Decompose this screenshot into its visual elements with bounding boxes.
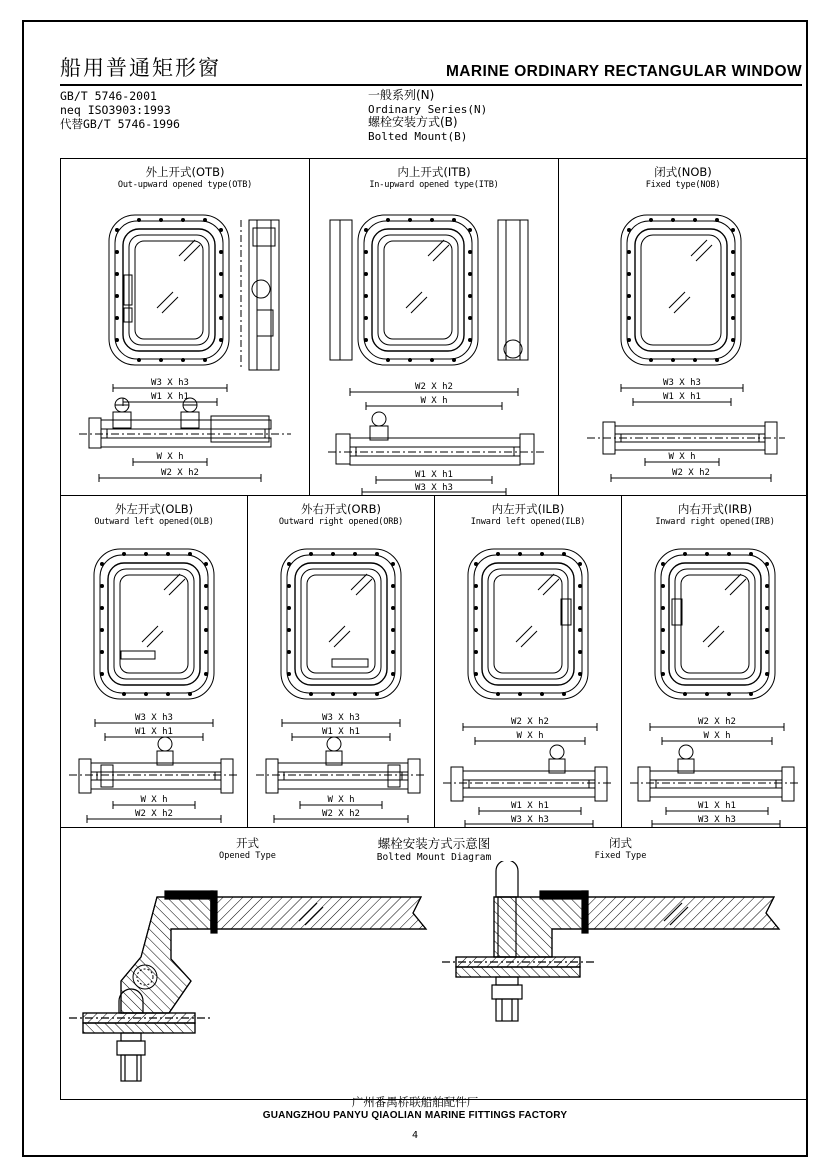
figure-cell-olb [61,496,248,827]
figure-cell-itb [310,159,559,495]
caption-en: Outward left opened(OLB) [94,517,214,527]
dim-label: W X h [156,452,184,462]
irb-cross-section [630,745,800,801]
caption-cn: 外上开式(OTB) [145,165,225,179]
dim-label: W3 X h3 [135,713,173,723]
caption-cn: 内上开式(ITB) [397,165,471,179]
figure-row-2 [61,496,807,828]
otb-cross-section [79,398,291,448]
dim-label: W1 X h1 [663,392,701,402]
irb-svg [622,527,808,827]
dim-label: W3 X h3 [511,815,549,825]
caption-cn: 闭式(NOB) [654,165,712,179]
standard-line-3: 代替GB/T 5746-1996 [60,117,180,131]
nob-cross-section [587,422,785,454]
orb-dimension-labels [322,713,360,819]
dim-label: W X h [516,731,544,741]
dim-label: W X h [140,795,168,805]
orb-cross-section [256,737,426,793]
caption-en: Inward left opened(ILB) [470,517,586,527]
otb-svg [61,190,309,495]
figure-caption-otb [61,159,309,190]
factory-name-en: GUANGZHOU PANYU QIAOLIAN MARINE FITTINGS FACTORY [262,1110,568,1121]
opened-type-cn: 开式 [236,836,259,850]
dim-label: W2 X h2 [511,717,549,727]
figure-cell-otb [61,159,310,495]
figure-cell-nob [559,159,807,495]
dim-label: W1 X h1 [698,801,736,811]
mount-label-cn: 螺栓安装方式(B) [368,115,458,129]
olb-svg [61,527,247,827]
dim-label: W2 X h2 [322,809,360,819]
figure-cell-ilb [435,496,622,827]
page-title-en: MARINE ORDINARY RECTANGULAR WINDOW [445,63,802,80]
bolted-mount-title-en: Bolted Mount Diagram [376,852,492,863]
figure-row-1 [61,159,807,496]
dim-label: W1 X h1 [322,727,360,737]
dim-label: W X h [327,795,355,805]
nob-svg [559,190,807,495]
bolted-mount-row [61,835,807,1099]
figure-drawing-itb [310,190,558,495]
dim-label: W1 X h1 [511,801,549,811]
header-sub-row [60,89,802,143]
caption-en: Outward right opened(ORB) [278,517,404,527]
caption-cn: 外右开式(ORB) [301,502,381,516]
dim-label: W1 X h1 [151,392,189,402]
fixed-type-en: Fixed Type [594,851,647,861]
olb-dimension-labels [135,713,173,819]
header-title-row [60,52,802,86]
ilb-svg [435,527,621,827]
opened-type-caption [61,835,434,861]
itb-svg [310,190,558,495]
dim-label: W2 X h2 [415,382,453,392]
dim-label: W2 X h2 [698,717,736,727]
fixed-type-caption [434,835,807,861]
dim-label: W X h [668,452,696,462]
dim-label: W X h [420,396,448,406]
caption-cn: 内右开式(IRB) [677,502,753,516]
figure-grid [60,158,808,1100]
standard-block [60,89,350,143]
orb-svg [248,527,434,827]
olb-cross-section [69,737,239,793]
page-footer [32,1094,798,1121]
series-label-cn: 一般系列(N) [368,88,435,102]
opened-type-svg [61,861,434,1099]
figure-drawing-irb [622,527,808,827]
fixed-type-svg [434,861,807,1099]
figure-drawing-ilb [435,527,621,827]
dim-label: W3 X h3 [415,483,453,493]
caption-en: Out-upward opened type(OTB) [117,180,253,190]
fixed-type-cn: 闭式 [609,836,632,850]
dim-label: W2 X h2 [161,468,199,478]
figure-cell-irb [622,496,808,827]
bolted-mount-title-cn: 螺栓安装方式示意图 [377,836,491,851]
figure-drawing-nob [559,190,807,495]
dim-label: W3 X h3 [151,378,189,388]
otb-side-section [241,220,279,370]
page-number: 4 [411,1130,419,1141]
bolted-mount-fixed [434,835,807,1099]
opened-type-en: Opened Type [219,851,276,861]
page-title-cn: 船用普通矩形窗 [60,56,221,80]
ilb-cross-section [443,745,613,801]
dim-label: W3 X h3 [663,378,701,388]
itb-cross-section [328,412,544,465]
figure-drawing-olb [61,527,247,827]
nob-dimension-labels [663,378,710,478]
dim-label: W2 X h2 [672,468,710,478]
sheet-border-inner [32,30,802,1147]
figure-cell-orb [248,496,435,827]
figure-cell-bolted-mount [61,828,807,1099]
bolted-mount-opened [61,835,434,1099]
standard-line-1: GB/T 5746-2001 [60,89,157,103]
dim-label: W3 X h3 [322,713,360,723]
dim-label: W1 X h1 [135,727,173,737]
series-block [350,89,487,143]
figure-caption-irb [622,496,808,527]
page-header [60,52,802,143]
caption-cn: 内左开式(ILB) [491,502,565,516]
figure-caption-nob [559,159,807,190]
caption-en: Inward right opened(IRB) [655,517,775,527]
figure-caption-itb [310,159,558,190]
figure-caption-orb [248,496,434,527]
standard-line-2: neq ISO3903:1993 [60,103,171,117]
dim-label: W X h [703,731,731,741]
dim-label: W3 X h3 [698,815,736,825]
mount-label-en: Bolted Mount(B) [368,129,468,143]
sheet-border-outer [22,20,808,1157]
series-label-en: Ordinary Series(N) [368,102,488,116]
figure-row-3 [61,828,807,1099]
figure-caption-olb [61,496,247,527]
figure-drawing-otb [61,190,309,495]
caption-cn: 外左开式(OLB) [114,502,194,516]
caption-en: In-upward opened type(ITB) [369,180,499,190]
dim-label: W2 X h2 [135,809,173,819]
factory-name-cn: 广州番禺桥联船舶配件厂 [351,1095,479,1109]
figure-drawing-orb [248,527,434,827]
caption-en: Fixed type(NOB) [645,180,721,190]
dim-label: W1 X h1 [415,470,453,480]
figure-caption-ilb [435,496,621,527]
